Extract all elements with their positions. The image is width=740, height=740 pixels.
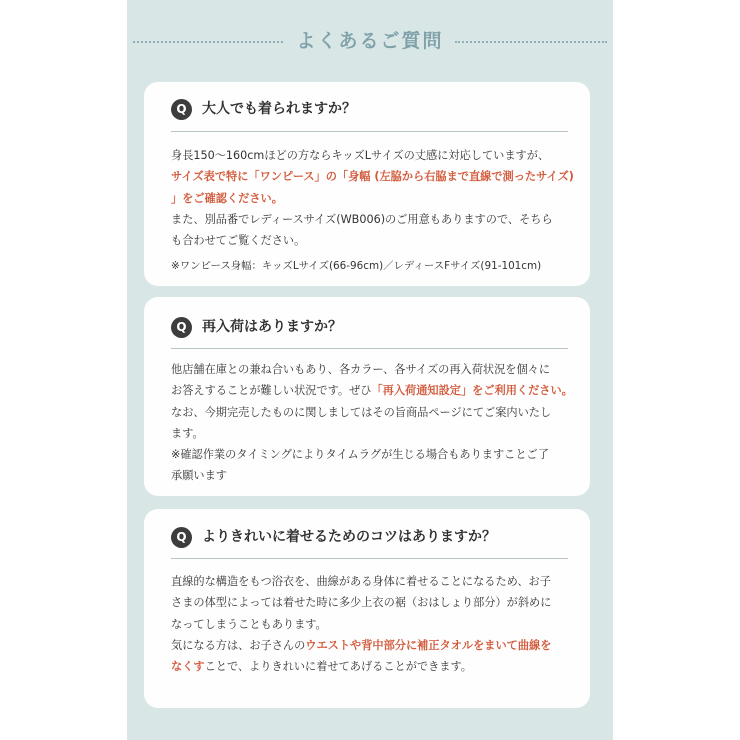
answer-line: 気になる方は、お子さんのウエストや背中部分に補正タオルをまいて曲線を — [171, 638, 552, 652]
answer-line: また、別品番でレディースサイズ(WB006)のご用意もありますので、そちら — [171, 212, 553, 226]
faq-card — [144, 509, 590, 708]
divider — [171, 558, 568, 559]
answer-line: 承願います — [171, 469, 227, 483]
page-title: よくあるご質問 — [296, 30, 444, 52]
answer-line: 直線的な構造をもつ浴衣を、曲線がある身体に着せることになるため、お子 — [171, 575, 551, 588]
answer-line: 身長150〜160cmほどの方ならキッズLサイズの丈感に対応していますが、 — [171, 149, 550, 162]
answer-line: 他店舗在庫との兼ね合いもあり、各カラー、各サイズの再入荷状況を個々に — [171, 363, 551, 376]
answer-line: なってしまうこともあります。 — [171, 617, 327, 631]
answer-line: お答えすることが難しい状況です。ぜひ「再入荷通知設定」をご利用ください。 — [171, 384, 573, 398]
faq-panel — [127, 0, 613, 740]
faq-answer — [171, 571, 583, 677]
answer-line: なくすことで、よりきれいに着せてあげることができます。 — [171, 660, 472, 674]
answer-line: サイズ表で特に「ワンピース」の「身幅 (左脇から右脇まで直線で測ったサイズ) — [171, 170, 574, 184]
faq-card — [144, 82, 590, 286]
dotted-divider-left — [133, 41, 283, 43]
faq-answer — [171, 145, 583, 278]
answer-line: 」をご確認ください。 — [171, 191, 283, 205]
faq-question: 大人でも着られますか？ — [202, 101, 356, 117]
divider — [171, 131, 568, 132]
answer-line: ※確認作業のタイミングによりタイムラグが生じる場合もありますことご了 — [171, 448, 549, 462]
q-badge-icon: Q — [171, 99, 192, 120]
answer-line: なお、今期完売したものに関しましてはその旨商品ページにてご案内いたし — [171, 405, 552, 419]
faq-question: よりきれいに着せるためのコツはありますか？ — [202, 529, 496, 545]
dotted-divider-right — [455, 41, 607, 43]
q-badge-icon: Q — [171, 527, 192, 548]
faq-card — [144, 297, 590, 496]
answer-note: ※ワンピース身幅：キッズLサイズ(66-96cm)／レディースFサイズ(91-101cm) — [171, 260, 542, 273]
answer-line: も合わせてご覧ください。 — [171, 234, 306, 248]
faq-header — [127, 26, 613, 56]
faq-question: 再入荷はありますか？ — [202, 319, 342, 335]
answer-line: さまの体型によっては着せた時に多少上衣の裾（おはしょり部分）が斜めに — [171, 596, 552, 610]
faq-answer — [171, 359, 583, 487]
divider — [171, 348, 568, 349]
answer-line: ます。 — [171, 426, 204, 440]
q-badge-icon: Q — [171, 317, 192, 338]
